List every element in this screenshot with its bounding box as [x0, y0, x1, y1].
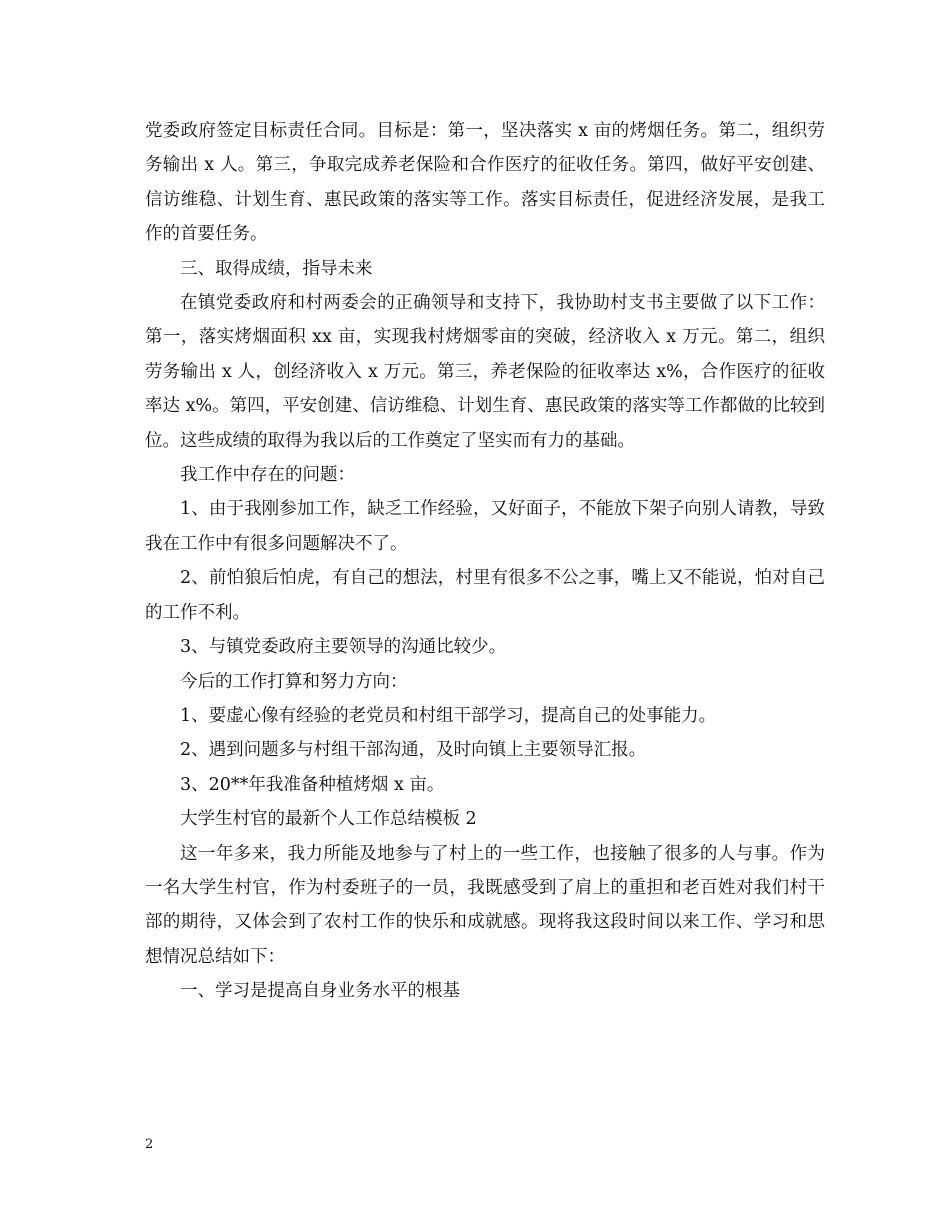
page-number: 2 [145, 1137, 154, 1152]
plan-item-2: 2、遇到问题多与村组干部沟通，及时向镇上主要领导汇报。 [180, 740, 647, 761]
plan-item-3: 3、20**年我准备种植烤烟 x 亩。 [180, 774, 445, 795]
problem-item-2: 2、前怕狼后怕虎，有自己的想法，村里有很多不公之事，嘴上又不能说，怕对自己的工作不利。 [145, 568, 825, 623]
template-title-2: 大学生村官的最新个人工作总结模板 2 [180, 809, 477, 830]
problems-heading: 我工作中存在的问题： [180, 465, 355, 486]
paragraph-intro-2: 这一年多来，我力所能及地参与了村上的一些工作，也接触了很多的人与事。作为一名大学生村官，作为村委班子的一员，我既感受到了肩上的重担和老百姓对我们村干部的期待，又体会到了农村工作的快乐和成就感。现将我这段时间以来工作、学习和思想情况总结如下： [145, 843, 825, 967]
paragraph-achievements: 在镇党委政府和村两委会的正确领导和支持下，我协助村支书主要做了以下工作：第一，落实烤烟面积 xx 亩，实现我村烤烟零亩的突破，经济收入 x 万元。第二，组织劳务输出 x 人，创经济收入 x 万元。第三，养老保险的征收率达 x%，合作医疗的征收率达 x%。第四，平安创建、信访维稳、计划生育、惠民政策的落实等工作都做的比较到位。这些成绩的取得为我以后的工作奠定了坚实而有力的基础。 [145, 293, 825, 451]
problem-item-3: 3、与镇党委政府主要领导的沟通比较少。 [180, 637, 507, 658]
section-heading-3: 三、取得成绩，指导未来 [180, 258, 373, 279]
plan-item-1: 1、要虚心像有经验的老党员和村组干部学习，提高自己的处事能力。 [180, 705, 717, 726]
problem-item-1: 1、由于我刚参加工作，缺乏工作经验，又好面子，不能放下架子向别人请教，导致我在工作中有很多问题解决不了。 [145, 499, 825, 554]
document-body [145, 114, 825, 1009]
paragraph-1: 党委政府签定目标责任合同。目标是：第一，坚决落实 x 亩的烤烟任务。第二，组织劳务输出 x 人。第三，争取完成养老保险和合作医疗的征收任务。第四，做好平安创建、信访维稳、计划生育、惠民政策的落实等工作。落实目标责任，促进经济发展，是我工作的首要任务。 [145, 121, 825, 245]
section-heading-1: 一、学习是提高自身业务水平的根基 [180, 981, 460, 1002]
plans-heading: 今后的工作打算和努力方向： [180, 671, 408, 692]
